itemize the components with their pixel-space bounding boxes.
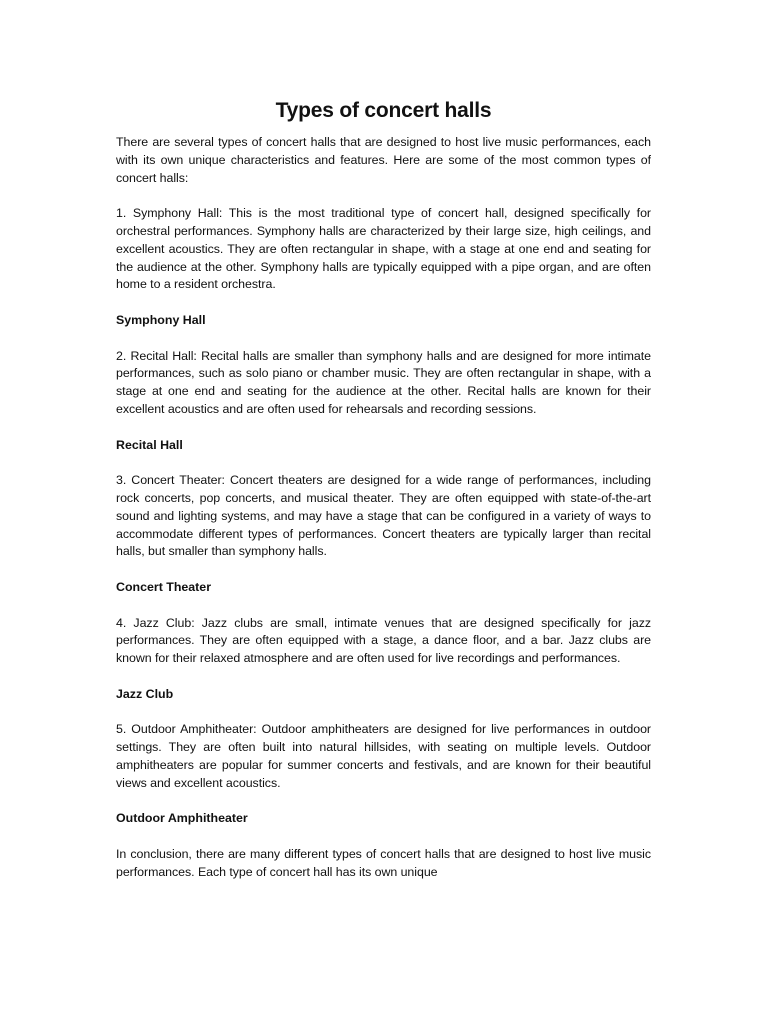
intro-paragraph: There are several types of concert halls that are designed to host live music performances, each with its own unique characteristics and features. Here are some of the most common types of concert halls: — [116, 135, 651, 185]
section-paragraph-concert-theater: 3. Concert Theater: Concert theaters are designed for a wide range of performances, including rock concerts, pop concerts, and musical theater. They are often equipped with state-of-the-art sound and lighting systems, and may have a stage that can be configured in a variety of ways to accommodate different types of performances. Concert theaters are typically larger than recital halls, but smaller than symphony halls. — [116, 473, 651, 559]
section-heading-symphony-hall: Symphony Hall — [116, 312, 206, 327]
document-title: Types of concert halls — [275, 99, 492, 122]
section-paragraph-recital-hall: 2. Recital Hall: Recital halls are smaller than symphony halls and are designed for more intimate performances, such as solo piano or chamber music. They are often rectangular in shape, with a stage at one end and seating for the audience at the other. Recital halls are known for their excellent acoustics and are often used for rehearsals and recording sessions. — [116, 348, 651, 416]
section-heading-concert-theater: Concert Theater — [116, 579, 212, 594]
section-heading-jazz-club: Jazz Club — [116, 686, 174, 701]
document-page — [116, 96, 651, 936]
section-heading-outdoor-amphitheater: Outdoor Amphitheater — [116, 811, 248, 826]
section-heading-recital-hall: Recital Hall — [116, 437, 183, 452]
section-paragraph-outdoor-amphitheater: 5. Outdoor Amphitheater: Outdoor amphitheaters are designed for live performances in outdoor settings. They are often built into natural hillsides, with seating on multiple levels. Outdoor amphitheaters are popular for summer concerts and festivals, and are known for their beautiful views and excellent acoustics. — [116, 722, 651, 790]
section-paragraph-jazz-club: 4. Jazz Club: Jazz clubs are small, intimate venues that are designed specifically for jazz performances. They are often equipped with a stage, a dance floor, and a bar. Jazz clubs are known for their relaxed atmosphere and are often used for live recordings and performances. — [116, 615, 651, 666]
section-paragraph-symphony-hall: 1. Symphony Hall: This is the most traditional type of concert hall, designed specifically for orchestral performances. Symphony halls are characterized by their large size, high ceilings, and excellent acoustics. They are often rectangular in shape, with a stage at one end and seating for the audience at the other. Symphony halls are typically equipped with a pipe organ, and are often home to a resident orchestra. — [116, 206, 651, 292]
conclusion-paragraph: In conclusion, there are many different types of concert halls that are designed to host live music performances. Each type of concert hall has its own unique — [116, 846, 651, 879]
